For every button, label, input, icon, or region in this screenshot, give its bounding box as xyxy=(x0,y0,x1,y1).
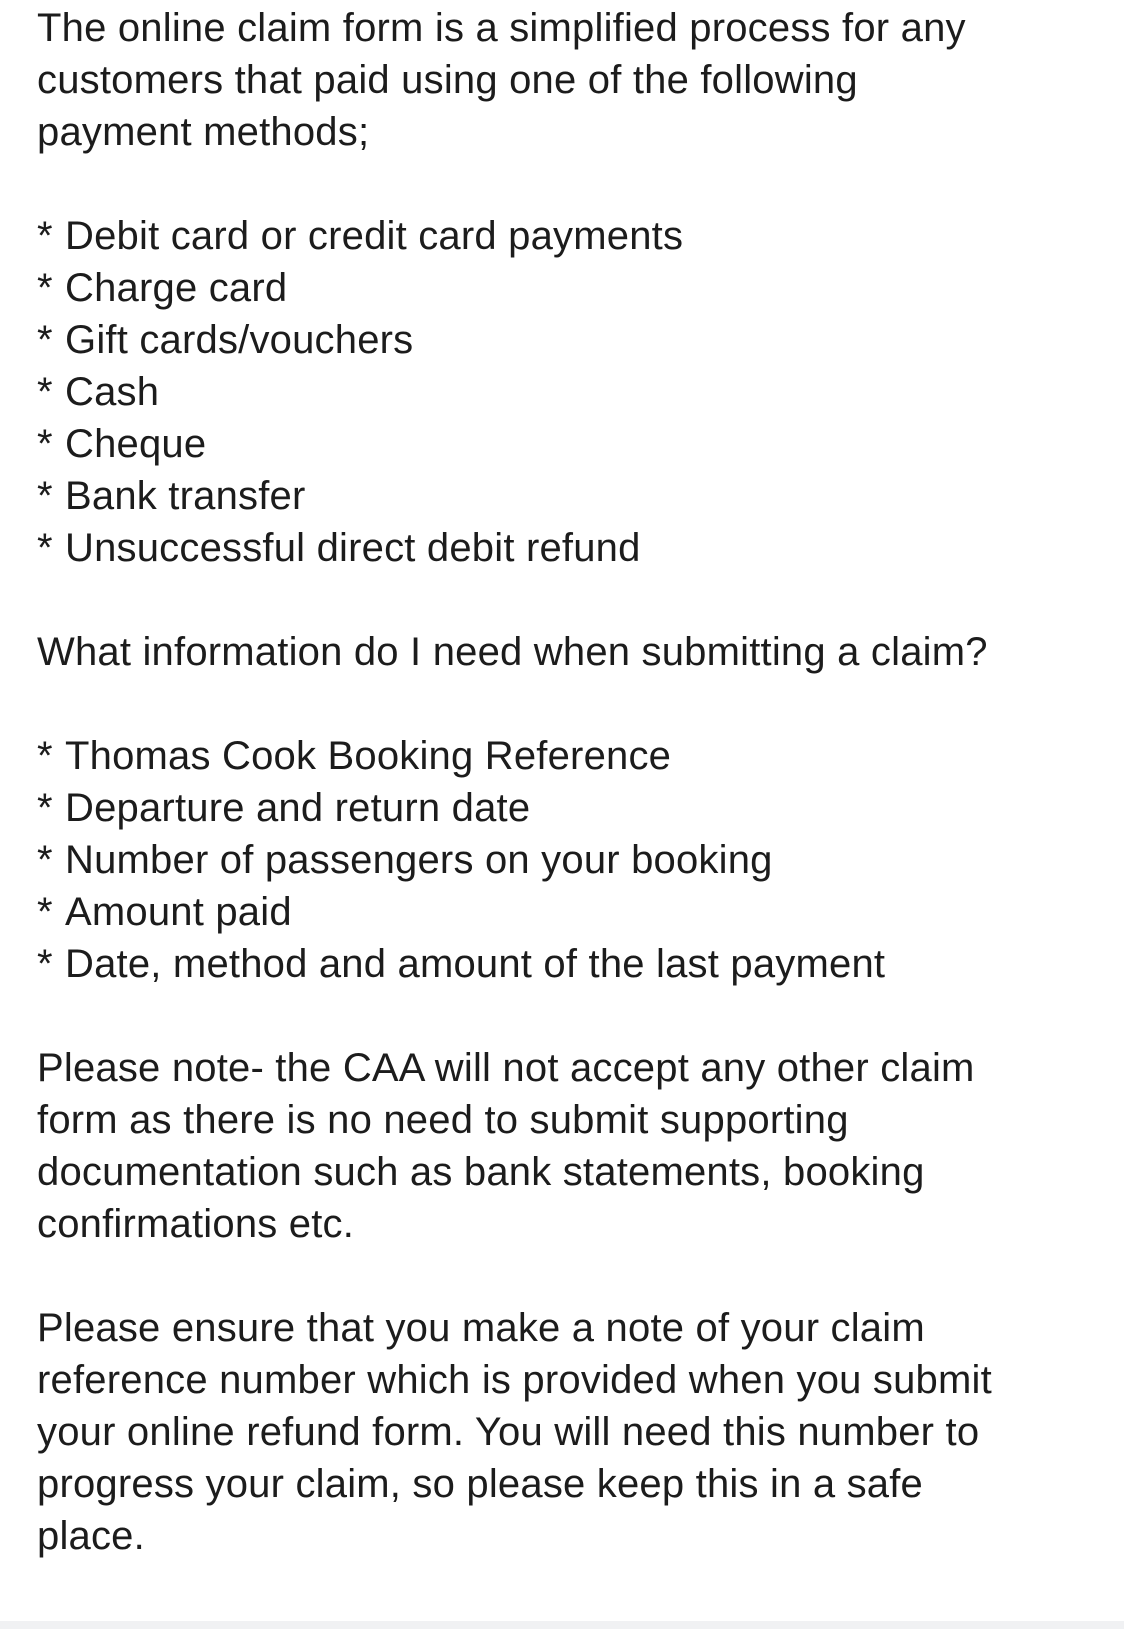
note-line: documentation such as bank statements, booking xyxy=(37,1150,925,1194)
blank-line xyxy=(37,158,1107,210)
bullet-star-icon: * xyxy=(37,942,53,986)
list-item-text: Departure and return date xyxy=(65,786,531,830)
list-item-text: Charge card xyxy=(65,266,288,310)
payment-methods-list xyxy=(37,210,1107,574)
bullet-star-icon: * xyxy=(37,318,53,362)
ensure-line: progress your claim, so please keep this in a safe xyxy=(37,1462,923,1506)
intro-line: payment methods; xyxy=(37,110,370,154)
intro-paragraph xyxy=(37,2,1107,158)
ensure-line: Please ensure that you make a note of your claim xyxy=(37,1306,925,1350)
ensure-paragraph xyxy=(37,1302,1107,1562)
list-item xyxy=(37,886,1107,938)
bullet-star-icon: * xyxy=(37,734,53,778)
note-paragraph xyxy=(37,1042,1107,1250)
ensure-line: your online refund form. You will need this number to xyxy=(37,1410,980,1454)
list-item xyxy=(37,782,1107,834)
blank-line xyxy=(37,1250,1107,1302)
list-item xyxy=(37,938,1107,990)
blank-line xyxy=(37,574,1107,626)
intro-line: The online claim form is a simplified process for any xyxy=(37,6,966,50)
bullet-star-icon: * xyxy=(37,526,53,570)
bullet-star-icon: * xyxy=(37,890,53,934)
intro-line: customers that paid using one of the following xyxy=(37,58,858,102)
list-item-text: Bank transfer xyxy=(65,474,306,518)
list-item xyxy=(37,314,1107,366)
note-line: confirmations etc. xyxy=(37,1202,355,1246)
required-info-list xyxy=(37,730,1107,990)
bullet-star-icon: * xyxy=(37,786,53,830)
bullet-star-icon: * xyxy=(37,370,53,414)
list-item-text: Gift cards/vouchers xyxy=(65,318,414,362)
ensure-line: place. xyxy=(37,1514,145,1558)
list-item xyxy=(37,210,1107,262)
list-item xyxy=(37,366,1107,418)
bullet-star-icon: * xyxy=(37,838,53,882)
list-item-text: Debit card or credit card payments xyxy=(65,214,684,258)
bullet-star-icon: * xyxy=(37,266,53,310)
list-item-text: Thomas Cook Booking Reference xyxy=(65,734,672,778)
bullet-star-icon: * xyxy=(37,474,53,518)
note-line: Please note- the CAA will not accept any other claim xyxy=(37,1046,975,1090)
note-line: form as there is no need to submit supporting xyxy=(37,1098,849,1142)
bullet-star-icon: * xyxy=(37,422,53,466)
bottom-divider xyxy=(0,1621,1124,1629)
post-text xyxy=(37,2,1107,1562)
list-item-text: Cash xyxy=(65,370,160,414)
list-item-text: Amount paid xyxy=(65,890,292,934)
list-item xyxy=(37,730,1107,782)
list-item xyxy=(37,262,1107,314)
question-heading: What information do I need when submitting a claim? xyxy=(37,630,988,674)
blank-line xyxy=(37,990,1107,1042)
ensure-line: reference number which is provided when you submit xyxy=(37,1358,992,1402)
blank-line xyxy=(37,678,1107,730)
list-item xyxy=(37,522,1107,574)
list-item xyxy=(37,834,1107,886)
list-item-text: Number of passengers on your booking xyxy=(65,838,773,882)
list-item xyxy=(37,418,1107,470)
list-item xyxy=(37,470,1107,522)
bullet-star-icon: * xyxy=(37,214,53,258)
list-item-text: Date, method and amount of the last payment xyxy=(65,942,886,986)
list-item-text: Unsuccessful direct debit refund xyxy=(65,526,641,570)
list-item-text: Cheque xyxy=(65,422,207,466)
